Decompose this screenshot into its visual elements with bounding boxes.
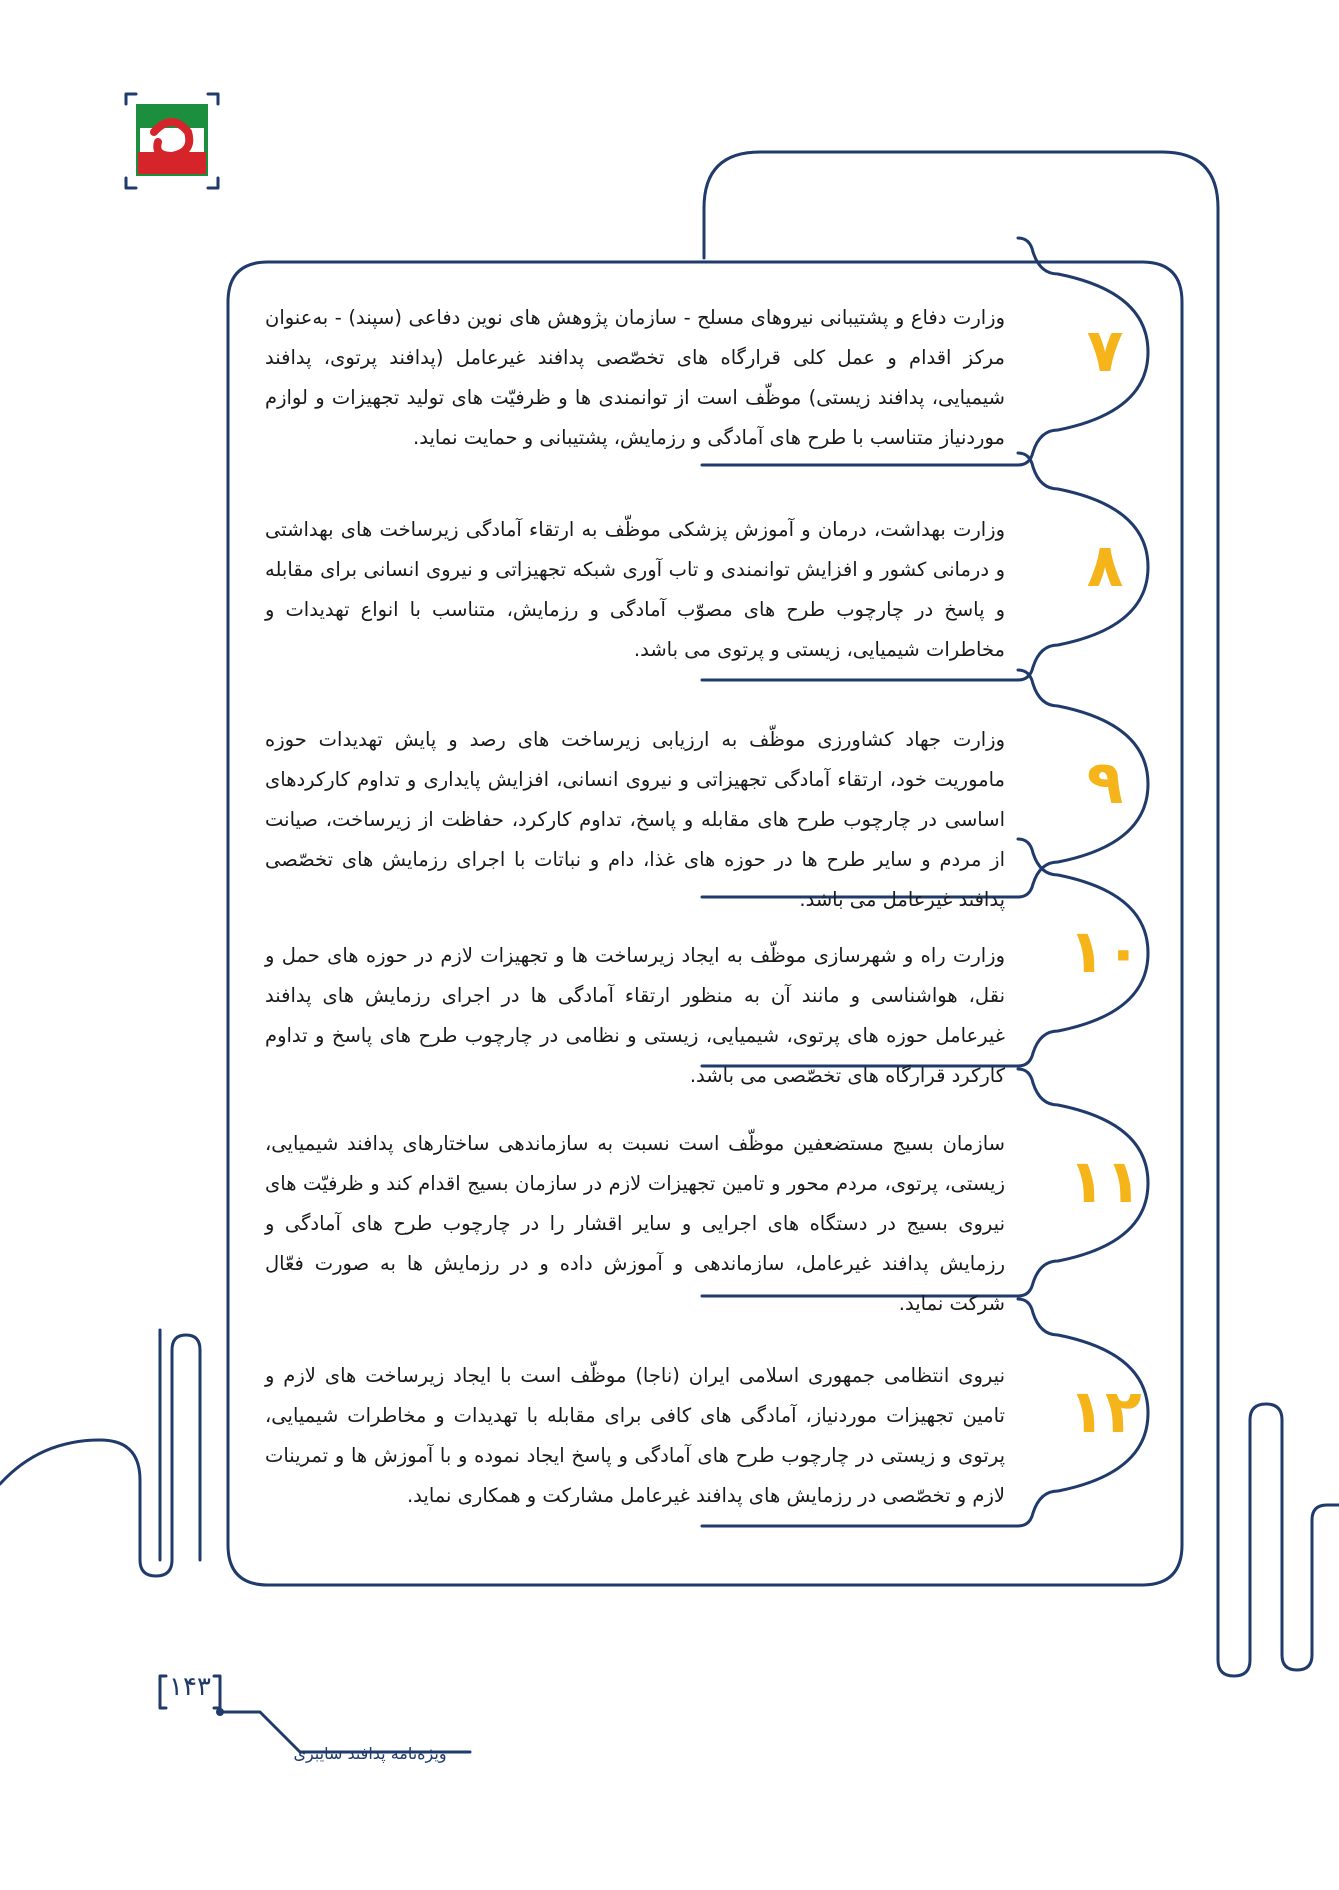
item-text: نیروی انتظامی جمهوری اسلامی ایران (ناجا) موظّف است با ایجاد زیرساخت های لازم و تامین تجهیزات موردنیاز، آمادگی های کافی برای مقابله با تهدیدات و مخاطرات شیمیایی، پرتوی و زیستی در چارچوب طرح های آمادگی و پاسخ ایجاد نموده و با آموزش ها و تمرینات لازم و تخصّصی در رزمایش های پدافند غیرعامل مشارکت و همکاری نماید.: [265, 1364, 1005, 1507]
item-text: سازمان بسیج مستضعفین موظّف است نسبت به سازماندهی ساختارهای پدافند شیمیایی، زیستی، پرتوی، مردم محور و تامین تجهیزات لازم در سازمان بسیج اقدام کند و ظرفیّت های نیروی بسیج در دستگاه های اجرایی و سایر اقشار را در چارچوب طرح های آمادگی و رزمایش پدافند غیرعامل، سازماندهی و آموزش داده و در رزمایش ها به صورت فعّال شرکت نماید.: [265, 1132, 1005, 1315]
item-number: ۷: [1086, 316, 1124, 386]
item-number: ۸: [1086, 531, 1124, 601]
logo: [124, 92, 220, 188]
page-number: ۱۴۳: [169, 1672, 211, 1702]
item-text: وزارت دفاع و پشتیبانی نیروهای مسلح - سازمان پژوهش های نوین دفاعی (سپند) - به‌عنوان مرکز اقدام و عمل کلی قرارگاه های تخصّصی پدافند غیرعامل (پدافند پرتوی، پدافند شیمیایی، پدافند زیستی) موظّف است از توانمندی ها و ظرفیّت های تولید تجهیزات و لوازم موردنیاز متناسب با طرح های آمادگی و رزمایش، پشتیبانی و حمایت نماید.: [265, 306, 1005, 449]
item-number: ۱۰: [1068, 917, 1142, 987]
item-number: ۹: [1086, 748, 1124, 818]
item-number: ۱۱: [1068, 1147, 1142, 1217]
item-text: وزارت بهداشت، درمان و آموزش پزشکی موظّف به ارتقاء آمادگی زیرساخت های بهداشتی و درمانی کشور و افزایش توانمندی و تاب آوری شبکه تجهیزاتی و نیروی انسانی برای مقابله و پاسخ در چارچوب طرح های مصوّب آمادگی و رزمایش، متناسب با انواع تهدیدات و مخاطرات شیمیایی، زیستی و پرتوی می باشد.: [265, 518, 1005, 661]
footer-label: ویژه‌نامه پدافند سایبری: [293, 1744, 447, 1763]
item-text: وزارت راه و شهرسازی موظّف به ایجاد زیرساخت ها و تجهیزات لازم در حوزه های حمل و نقل، هواشناسی و مانند آن به منظور ارتقاء آمادگی ها در اجرای رزمایش های پدافند غیرعامل حوزه های پرتوی، شیمیایی، زیستی و نظامی در چارچوب طرح های پاسخ و تداوم کارکرد قرارگاه های تخصّصی می باشد.: [265, 944, 1005, 1087]
item-text: وزارت جهاد کشاورزی موظّف به ارزیابی زیرساخت های رصد و پایش تهدیدات حوزه ماموریت خود، ارتقاء آمادگی تجهیزاتی و نیروی انسانی، افزایش پایداری و تداوم کارکردهای اساسی در چارچوب طرح های مقابله و پاسخ، تداوم کارکرد، حفاظت از زیرساخت، صیانت از مردم و سایر طرح ها در حوزه های غذا، دام و نباتات با اجرای رزمایش های تخصّصی پدافند غیرعامل می باشد.: [265, 728, 1005, 911]
item-number: ۱۲: [1068, 1377, 1142, 1447]
